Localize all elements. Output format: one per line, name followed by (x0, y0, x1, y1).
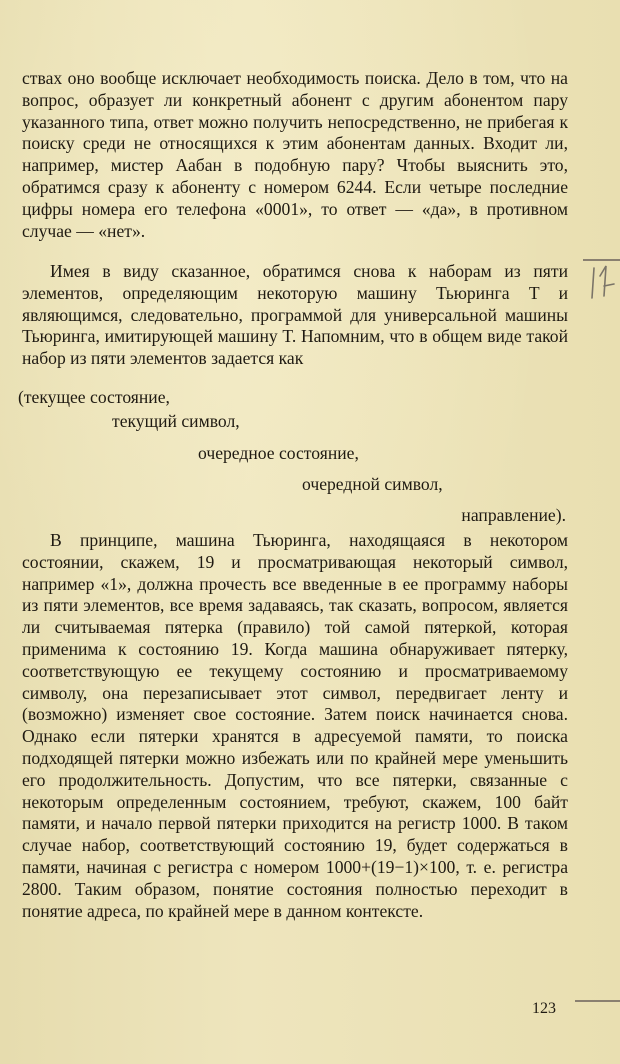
paragraph-turing-tuples (22, 261, 568, 370)
paragraph-1: ствах оно вообще исключает необходимость поиска. Дело в том, что на вопрос, образует ли конкретный абонент с другим абонентом пару указанного типа, ответ можно получить непосредственно, не прибегая к поиску среди не относящихся к этим абонентам данных. Входит ли, например, мистер Аабан в подобную пару? Чтобы выяснить это, обратимся сразу к абоненту с номером 6244. Если четыре последние цифры номера его телефона «0001», то ответ — «да», в противном случае — «нет». (22, 68, 568, 241)
tuple-current-symbol: текущий символ, (112, 411, 240, 431)
tuple-next-state: очередное состояние, (198, 443, 359, 463)
paragraph-3: В принципе, машина Тьюринга, находящаяся в некотором состоянии, скажем, 19 и просматривающая некоторый символ, например «1», должна прочесть все введенные в ее программу наборы из пяти элементов, все время задаваясь, так сказать, вопросом, является ли считываемая пятерка (правило) той самой пятеркой, которая применима к состоянию 19. Когда машина обнаруживает пятерку, соответствующую ее текущему состоянию и просматриваемому символу, она перезаписывает этот символ, передвигает ленту и (возможно) изменяет свое состояние. Затем поиск начинается снова. Однако если пятерки хранятся в адресуемой памяти, то поиска подходящей пятерки можно избежать или по крайней мере уменьшить его продолжительность. Допустим, что все пятерки, связанные с некоторым определенным состоянием, требуют, скажем, 100 байт памяти, и начало первой пятерки приходится на регистр 1000. В таком случае набор, соответствующий состоянию 19, будет содержаться в памяти, начиная с регистра с номером 1000+(19−1)×100, т. е. регистра 2800. Таким образом, понятие состояния полностью переходит в понятие адреса, по крайней мере в данном контексте. (22, 530, 568, 921)
paragraph-continuation (22, 68, 568, 242)
paragraph-addressable-memory (22, 530, 568, 922)
tuple-current-state: (текущее состояние, (18, 387, 170, 407)
margin-handwritten-note (590, 258, 620, 318)
paragraph-2: Имея в виду сказанное, обратимся снова к наборам из пяти элементов, определяющим некоторую машину Тьюринга T и являющимся, следовательно, программой для универсальной машины Тьюринга, имитирующей машину T. Напомним, что в общем виде такой набор из пяти элементов задается как (22, 261, 568, 369)
edge-pencil-mark-bottom (575, 1000, 620, 1002)
tuple-next-symbol: очередной символ, (302, 474, 443, 494)
page-number: 123 (532, 1000, 556, 1017)
tuple-direction: направление). (461, 505, 566, 525)
